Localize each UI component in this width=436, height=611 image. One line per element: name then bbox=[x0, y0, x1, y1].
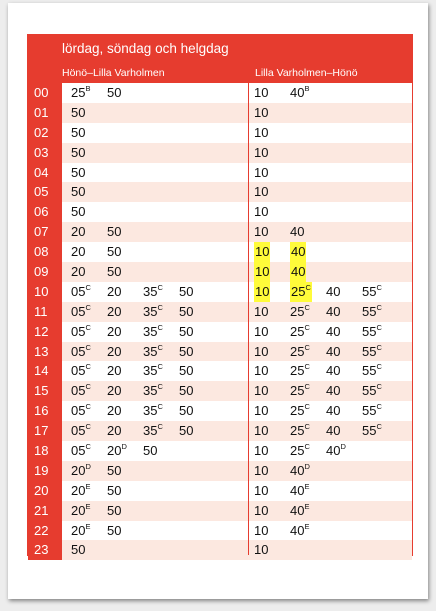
left-departure-minute: 50 bbox=[179, 303, 194, 319]
left-departure-minute: 50 bbox=[179, 363, 194, 379]
left-departure-minute: $25^B$ bbox=[71, 84, 91, 100]
right-departure-minute: 40 bbox=[326, 383, 341, 399]
left-departure-minute: 20 bbox=[107, 343, 122, 359]
left-departure-minute: $05^C$ bbox=[71, 362, 91, 379]
left-departure-minute: $05^C$ bbox=[71, 402, 91, 419]
table-row bbox=[28, 342, 412, 362]
table-row bbox=[28, 143, 412, 163]
right-departure-minute: 10 bbox=[254, 403, 269, 419]
hour-cell: 16 bbox=[28, 401, 62, 421]
right-departure-minute: 40 bbox=[326, 343, 341, 359]
table-row bbox=[28, 242, 412, 262]
right-departure-minute: 10 bbox=[254, 502, 269, 518]
table-row bbox=[28, 421, 412, 441]
left-departure-minute: $35^C$ bbox=[143, 282, 163, 299]
right-departure-minute: 40 bbox=[326, 283, 341, 299]
left-departure-minute: 50 bbox=[179, 323, 194, 339]
left-departure-minute: $35^C$ bbox=[143, 402, 163, 419]
hour-cell: 19 bbox=[28, 461, 62, 481]
footnote-marker: D bbox=[304, 461, 310, 471]
hour-cell: 23 bbox=[28, 540, 62, 560]
right-departure-minute: 10 bbox=[254, 282, 270, 302]
table-row bbox=[28, 222, 412, 242]
left-departure-minute: $05^C$ bbox=[71, 302, 91, 319]
left-departure-minute: 20 bbox=[71, 264, 86, 280]
left-departure-minute: 50 bbox=[179, 283, 194, 299]
footnote-marker: E bbox=[304, 501, 310, 511]
right-departure-minute: 10 bbox=[254, 164, 269, 180]
hour-cell: 11 bbox=[28, 302, 62, 322]
right-departure-minute: $25^C$ bbox=[290, 442, 310, 459]
right-departure-minute: 10 bbox=[254, 303, 269, 319]
right-departure-minute: $25^C$ bbox=[290, 362, 310, 379]
footnote-marker: C bbox=[157, 402, 163, 412]
right-departure-minute: $55^C$ bbox=[362, 402, 382, 419]
footnote-marker: C bbox=[304, 322, 310, 332]
footnote-marker: C bbox=[376, 402, 382, 412]
left-departure-minute: $35^C$ bbox=[143, 422, 163, 439]
left-departure-minute: 50 bbox=[71, 104, 86, 120]
left-departure-minute: 50 bbox=[107, 85, 122, 100]
right-departure-minute: $40^B$ bbox=[290, 84, 310, 100]
left-departure-minute: 50 bbox=[179, 423, 194, 439]
table-row bbox=[28, 501, 412, 521]
column-divider bbox=[248, 83, 249, 555]
table-row bbox=[28, 282, 412, 302]
right-departure-minute: $55^C$ bbox=[362, 382, 382, 399]
hour-cell: 08 bbox=[28, 242, 62, 262]
left-departure-minute: $35^C$ bbox=[143, 362, 163, 379]
right-departure-minute: 40 bbox=[326, 403, 341, 419]
right-departure-minute: 10 bbox=[254, 363, 269, 379]
right-departure-minute: 10 bbox=[254, 343, 269, 359]
table-row bbox=[28, 481, 412, 501]
table-row bbox=[28, 441, 412, 461]
table-row bbox=[28, 361, 412, 381]
right-departure-minute: 10 bbox=[254, 462, 269, 478]
hour-cell: 14 bbox=[28, 361, 62, 381]
hour-cell: 00 bbox=[28, 83, 62, 103]
footnote-marker: C bbox=[85, 362, 91, 372]
right-departure-minute: $25^C$ bbox=[290, 342, 310, 359]
left-departure-minute: 50 bbox=[71, 542, 86, 558]
footnote-marker: C bbox=[157, 362, 163, 372]
right-departure-minute: 40 bbox=[326, 303, 341, 319]
left-departure-minute: $20^D$ bbox=[107, 442, 127, 459]
left-departure-minute: 20 bbox=[107, 303, 122, 319]
footnote-marker: C bbox=[157, 342, 163, 352]
right-departure-minute: 10 bbox=[254, 482, 269, 498]
left-departure-minute: $20^E$ bbox=[71, 501, 91, 518]
right-departure-minute: $25^C$ bbox=[290, 382, 310, 399]
hour-cell: 10 bbox=[28, 282, 62, 302]
footnote-marker: C bbox=[85, 382, 91, 392]
footnote-marker: E bbox=[304, 521, 310, 531]
right-departure-minute: 10 bbox=[254, 383, 269, 399]
footnote-marker: C bbox=[157, 322, 163, 332]
footnote-marker: C bbox=[85, 302, 91, 312]
left-departure-minute: $20^D$ bbox=[71, 461, 91, 478]
footnote-marker: C bbox=[157, 422, 163, 432]
footnote-marker: C bbox=[376, 342, 382, 352]
footnote-marker: C bbox=[304, 442, 310, 452]
footnote-marker: C bbox=[376, 362, 382, 372]
timetable-rows bbox=[28, 83, 412, 560]
left-departure-minute: $35^C$ bbox=[143, 322, 163, 339]
right-departure-minute: $25^C$ bbox=[290, 402, 310, 419]
table-row bbox=[28, 163, 412, 183]
left-departure-minute: 50 bbox=[107, 482, 122, 498]
left-departure-minute: 50 bbox=[71, 144, 86, 160]
hour-cell: 07 bbox=[28, 222, 62, 242]
right-departure-minute: 10 bbox=[254, 85, 269, 100]
left-departure-minute: 50 bbox=[107, 224, 122, 240]
footnote-marker: C bbox=[304, 422, 310, 432]
hour-cell: 13 bbox=[28, 342, 62, 362]
hour-cell: 17 bbox=[28, 421, 62, 441]
right-departure-minute: $55^C$ bbox=[362, 282, 382, 299]
footnote-marker: C bbox=[376, 382, 382, 392]
footnote-marker: C bbox=[376, 422, 382, 432]
table-row bbox=[28, 123, 412, 143]
left-departure-minute: $05^C$ bbox=[71, 322, 91, 339]
footnote-marker: C bbox=[157, 282, 163, 292]
right-departure-minute: 10 bbox=[254, 242, 270, 262]
footnote-marker: E bbox=[85, 521, 91, 531]
hour-cell: 05 bbox=[28, 182, 62, 202]
table-row bbox=[28, 103, 412, 123]
footnote-marker: D bbox=[85, 461, 91, 471]
right-departure-minute: 40 bbox=[326, 423, 341, 439]
left-departure-minute: $05^C$ bbox=[71, 442, 91, 459]
right-departure-minute: 10 bbox=[254, 224, 269, 240]
right-departure-minute: 40 bbox=[326, 323, 341, 339]
left-departure-minute: $20^E$ bbox=[71, 481, 91, 498]
left-departure-minute: 20 bbox=[107, 403, 122, 419]
left-departure-minute: 50 bbox=[107, 244, 122, 260]
table-row bbox=[28, 401, 412, 421]
right-departure-minute: 10 bbox=[254, 144, 269, 160]
footnote-marker: C bbox=[376, 322, 382, 332]
hour-cell: 04 bbox=[28, 163, 62, 183]
footnote-marker: B bbox=[304, 84, 310, 93]
left-departure-minute: 20 bbox=[71, 244, 86, 260]
footnote-marker: E bbox=[85, 501, 91, 511]
right-departure-minute: $55^C$ bbox=[362, 302, 382, 319]
footnote-marker: C bbox=[85, 422, 91, 432]
right-departure-minute: $40^E$ bbox=[290, 501, 310, 518]
timetable bbox=[27, 34, 413, 556]
right-departure-minute: 10 bbox=[254, 124, 269, 140]
day-type-title: lördag, söndag och helgdag bbox=[62, 41, 229, 56]
right-departure-minute: $40^E$ bbox=[290, 521, 310, 538]
footnote-marker: C bbox=[85, 342, 91, 352]
left-departure-minute: 50 bbox=[71, 184, 86, 200]
route-right-heading: Lilla Varholmen–Hönö bbox=[255, 67, 358, 79]
footnote-marker: C bbox=[376, 282, 382, 292]
footnote-marker: C bbox=[85, 282, 91, 292]
left-departure-minute: $05^C$ bbox=[71, 422, 91, 439]
table-row bbox=[28, 381, 412, 401]
left-departure-minute: 50 bbox=[71, 124, 86, 140]
right-departure-minute: $40^D$ bbox=[290, 461, 310, 478]
left-departure-minute: 50 bbox=[143, 443, 158, 459]
right-departure-minute: 10 bbox=[254, 184, 269, 200]
hour-cell: 12 bbox=[28, 322, 62, 342]
table-row bbox=[28, 521, 412, 541]
left-departure-minute: 20 bbox=[107, 423, 122, 439]
right-departure-minute: $40^D$ bbox=[326, 442, 346, 459]
right-departure-minute: $55^C$ bbox=[362, 322, 382, 339]
left-departure-minute: 50 bbox=[107, 264, 122, 280]
left-departure-minute: 50 bbox=[179, 383, 194, 399]
right-departure-minute: 10 bbox=[254, 104, 269, 120]
right-departure-minute: $25^C$ bbox=[290, 302, 310, 319]
right-departure-minute: 10 bbox=[254, 542, 269, 558]
footnote-marker: C bbox=[157, 302, 163, 312]
right-departure-minute: $55^C$ bbox=[362, 362, 382, 379]
left-departure-minute: 50 bbox=[179, 343, 194, 359]
right-departure-minute: $25^C$ bbox=[290, 422, 310, 439]
left-departure-minute: 20 bbox=[71, 224, 86, 240]
footnote-marker: D bbox=[121, 442, 127, 452]
left-departure-minute: 50 bbox=[71, 164, 86, 180]
document-page bbox=[8, 3, 428, 599]
table-row bbox=[28, 461, 412, 481]
table-row bbox=[28, 262, 412, 282]
footnote-marker: C bbox=[85, 442, 91, 452]
right-departure-minute: $25^C$ bbox=[290, 282, 312, 302]
table-row bbox=[28, 540, 412, 560]
hour-cell: 21 bbox=[28, 501, 62, 521]
left-departure-minute: 50 bbox=[71, 204, 86, 220]
left-departure-minute: $35^C$ bbox=[143, 382, 163, 399]
timetable-header bbox=[28, 35, 412, 83]
route-left-heading: Hönö–Lilla Varholmen bbox=[62, 67, 165, 79]
right-departure-minute: $55^C$ bbox=[362, 422, 382, 439]
hour-cell: 15 bbox=[28, 381, 62, 401]
footnote-marker: C bbox=[376, 302, 382, 312]
left-departure-minute: 20 bbox=[107, 283, 122, 299]
right-departure-minute: 10 bbox=[254, 204, 269, 220]
left-departure-minute: $35^C$ bbox=[143, 302, 163, 319]
left-departure-minute: 20 bbox=[107, 323, 122, 339]
left-departure-minute: 50 bbox=[107, 522, 122, 538]
footnote-marker: D bbox=[340, 442, 346, 452]
left-departure-minute: $05^C$ bbox=[71, 282, 91, 299]
left-departure-minute: 50 bbox=[107, 502, 122, 518]
footnote-marker: C bbox=[304, 342, 310, 352]
hour-cell: 09 bbox=[28, 262, 62, 282]
hour-cell: 02 bbox=[28, 123, 62, 143]
left-departure-minute: 20 bbox=[107, 383, 122, 399]
hour-cell: 20 bbox=[28, 481, 62, 501]
right-departure-minute: $40^E$ bbox=[290, 481, 310, 498]
right-departure-minute: 40 bbox=[326, 363, 341, 379]
hour-cell: 06 bbox=[28, 202, 62, 222]
right-departure-minute: 10 bbox=[254, 522, 269, 538]
table-row bbox=[28, 182, 412, 202]
left-departure-minute: 50 bbox=[179, 403, 194, 419]
footnote-marker: C bbox=[304, 302, 310, 312]
footnote-marker: C bbox=[157, 382, 163, 392]
right-departure-minute: 40 bbox=[290, 262, 306, 282]
hour-cell: 18 bbox=[28, 441, 62, 461]
footnote-marker: C bbox=[304, 402, 310, 412]
right-departure-minute: 10 bbox=[254, 423, 269, 439]
footnote-marker: C bbox=[304, 362, 310, 372]
left-departure-minute: $35^C$ bbox=[143, 342, 163, 359]
left-departure-minute: $05^C$ bbox=[71, 382, 91, 399]
right-departure-minute: 10 bbox=[254, 323, 269, 339]
right-departure-minute: 40 bbox=[290, 242, 306, 262]
left-departure-minute: 20 bbox=[107, 363, 122, 379]
hour-cell: 22 bbox=[28, 521, 62, 541]
hour-cell: 03 bbox=[28, 143, 62, 163]
left-departure-minute: $05^C$ bbox=[71, 342, 91, 359]
footnote-marker: E bbox=[85, 481, 91, 491]
table-row bbox=[28, 202, 412, 222]
right-departure-minute: 40 bbox=[290, 224, 305, 240]
table-row bbox=[28, 302, 412, 322]
footnote-marker: C bbox=[85, 402, 91, 412]
footnote-marker: E bbox=[304, 481, 310, 491]
footnote-marker: C bbox=[305, 282, 311, 292]
left-departure-minute: 50 bbox=[107, 462, 122, 478]
hour-cell: 01 bbox=[28, 103, 62, 123]
left-departure-minute: $20^E$ bbox=[71, 521, 91, 538]
table-row bbox=[28, 322, 412, 342]
right-departure-minute: 10 bbox=[254, 443, 269, 459]
footnote-marker: B bbox=[85, 84, 91, 93]
right-departure-minute: $55^C$ bbox=[362, 342, 382, 359]
table-row bbox=[28, 83, 412, 103]
right-departure-minute: 10 bbox=[254, 262, 270, 282]
right-departure-minute: $25^C$ bbox=[290, 322, 310, 339]
footnote-marker: C bbox=[85, 322, 91, 332]
footnote-marker: C bbox=[304, 382, 310, 392]
